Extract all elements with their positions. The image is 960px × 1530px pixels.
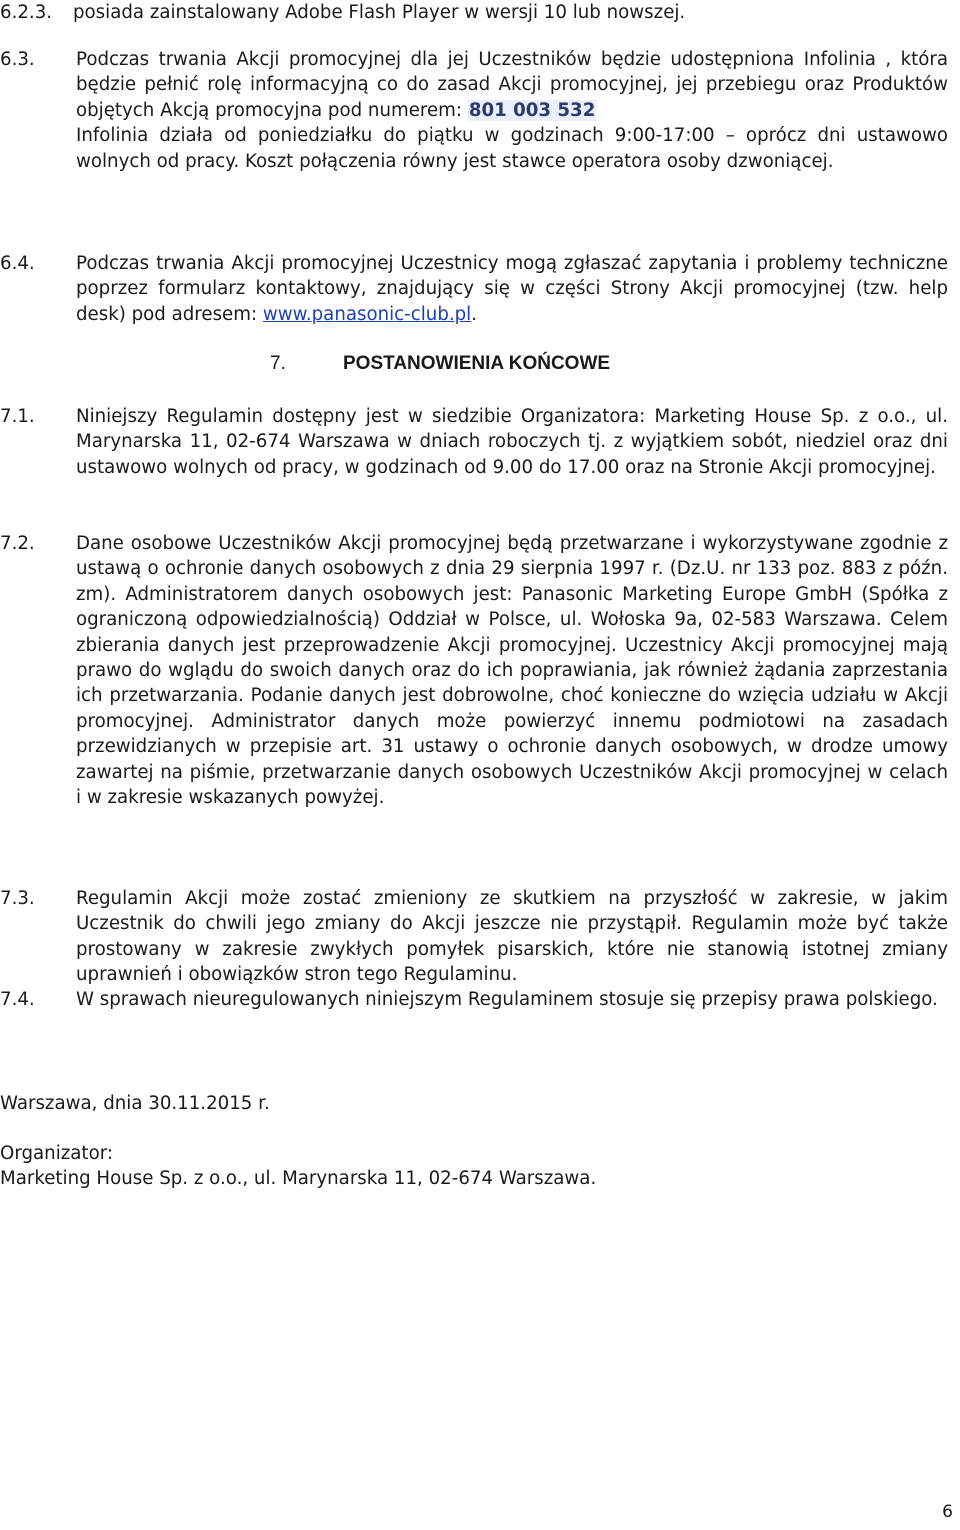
clause-number: 7.3.: [0, 888, 35, 909]
clause-paragraph: [76, 123, 948, 174]
organizer-label: Organizator:: [0, 1143, 113, 1164]
clause-text: W sprawach nieuregulowanych niniejszym Regulaminem stosuje się przepisy prawa polskiego.: [76, 989, 938, 1010]
clause-text: Podczas trwania Akcji promocyjnej Uczestnicy mogą zgłaszać zapytania i problemy techniczne poprzez formularz kontaktowy, znajdujący się w części Strony Akcji promocyjnej (tzw. help desk) pod adresem:: [76, 253, 948, 325]
section-heading: [270, 351, 610, 376]
clause-paragraph: [76, 987, 948, 1012]
clause-text: Dane osobowe Uczestników Akcji promocyjnej będą przetwarzane i wykorzystywane zgodnie z ustawą o ochronie danych osobowych z dnia 29 sierpnia 1997 r. (Dz.U. nr 133 poz. 883 z późn. zm). Administratorem danych osobowych jest: Panasonic Marketing Europe GmbH (Spółka z ograniczoną odpowiedzialnością) Oddział w Polsce, ul. Wołoska 9a, 02-583 Warszawa. Celem zbierania danych jest przeprowadzenie Akcji promocyjnej. Uczestnicy Akcji promocyjnej mają prawo do wglądu do swoich danych oraz do ich poprawiania, jak również żądania zaprzestania ich przetwarzania. Podanie danych jest dobrowolne, choć konieczne do wzięcia udziału w Akcji promocyjnej. Administrator danych może powierzyć innemu podmiotowi na zasadach przewidzianych w przepisie art. 31 ustawy o ochronie danych osobowych, w drodze umowy zawartej na piśmie, przetwarzanie danych osobowych Uczestników Akcji promocyjnej w celach i w zakresie wskazanych powyżej.: [76, 533, 948, 809]
section-number: 7.: [270, 353, 286, 374]
clause-number: 7.1.: [0, 406, 35, 427]
punctuation: .: [471, 303, 478, 325]
clause-number: 6.4.: [0, 253, 35, 274]
clause-text: Regulamin Akcji może zostać zmieniony ze skutkiem na przyszłość w zakresie, w jakim Uczestnik do chwili jego zmiany do Akcji jeszcze nie przystąpił. Regulamin może być także prostowany w zakresie zwykłych pomyłek pisarskich, które nie stanowią istotnej zmiany uprawnień i obowiązków stron tego Regulaminu.: [76, 888, 948, 986]
organizer-address: Marketing House Sp. z o.o., ul. Marynarska 11, 02-674 Warszawa.: [0, 1168, 597, 1189]
clause-7-1: [0, 404, 948, 480]
clause-6-4: [0, 251, 948, 327]
clause-number: 7.4.: [0, 989, 35, 1010]
clause-paragraph: [76, 404, 948, 480]
clause-7-4: [0, 987, 948, 1012]
clause-text: Podczas trwania Akcji promocyjnej dla jej Uczestników będzie udostępniona Infolinia , która będzie pełnić rolę informacyjną co do zasad Akcji promocyjnej, jej przebiegu oraz Produktów objętych Akcją promocyjna pod numerem:: [76, 49, 948, 121]
clause-7-2: [0, 531, 948, 810]
clause-7-3: [0, 886, 948, 988]
clause-text: Infolinia działa od poniedziałku do piątku w godzinach 9:00-17:00 – oprócz dni ustawowo wolnych od pracy. Koszt połączenia równy jest stawce operatora osoby dzwoniącej.: [76, 125, 948, 172]
place-and-date: Warszawa, dnia 30.11.2015 r.: [0, 1093, 270, 1114]
clause-paragraph: [76, 251, 948, 327]
clause-paragraph: [76, 47, 948, 123]
clause-6-3: [0, 47, 948, 174]
clause-paragraph: [76, 531, 948, 810]
clause-number: 6.3.: [0, 49, 35, 70]
helpdesk-link[interactable]: www.panasonic-club.pl: [262, 303, 472, 325]
clause-number: 7.2.: [0, 533, 35, 554]
clause-number: 6.2.3.: [0, 2, 53, 23]
page-number: 6: [942, 1502, 953, 1522]
hotline-phone-number: 801 003 532: [468, 99, 596, 121]
clause-text: posiada zainstalowany Adobe Flash Player w wersji 10 lub nowszej.: [73, 2, 686, 23]
clause-paragraph: [76, 886, 948, 988]
clause-text: Niniejszy Regulamin dostępny jest w siedzibie Organizatora: Marketing House Sp. z o.o., ul. Marynarska 11, 02-674 Warszawa w dniach roboczych tj. z wyjątkiem sobót, niedziel oraz dni ustawowo wolnych od pracy, w godzinach od 9.00 do 17.00 oraz na Stronie Akcji promocyjnej.: [76, 406, 948, 478]
section-title: POSTANOWIENIA KOŃCOWE: [343, 353, 611, 374]
